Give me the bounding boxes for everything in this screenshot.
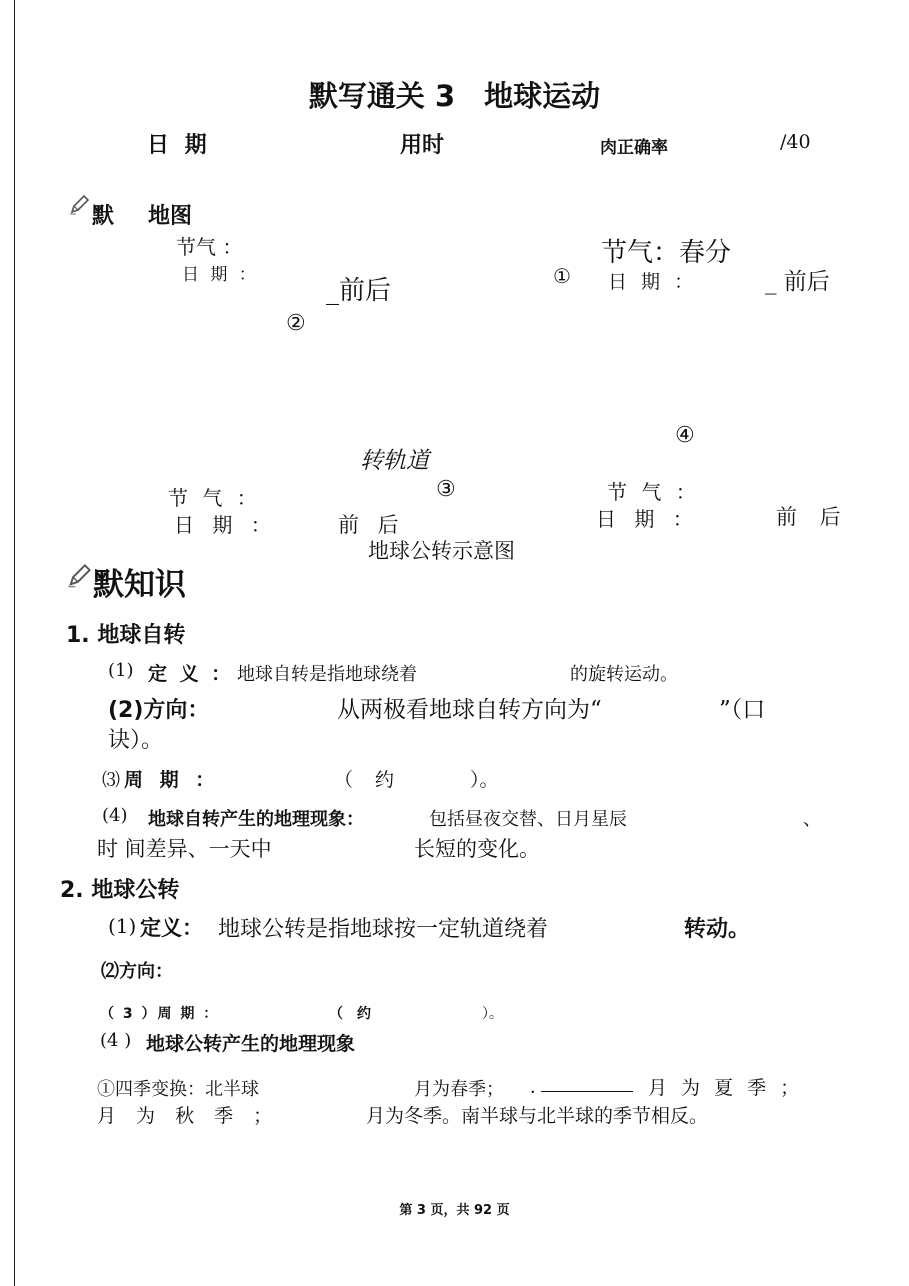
section-1-title: 1. 地球自转 — [66, 623, 186, 648]
knowledge-heading: 默知识 — [93, 567, 186, 603]
section-2-title: 2. 地球公转 — [60, 878, 180, 903]
s2-item3-text-a: （ 约 — [329, 1006, 371, 1022]
s2-item4-label: 地球公转产生的地理现象 — [146, 1033, 356, 1055]
page-title: 默写通关 3 地球运动 — [308, 79, 601, 113]
s1-item1-num: (1) — [108, 660, 134, 681]
s2-item1-label: 定义： — [140, 916, 203, 940]
s1-item2-label: (2)方向： — [108, 698, 210, 723]
pencil-icon — [68, 194, 90, 216]
left-bottom-suffix: 前 后 — [338, 513, 405, 537]
right-bottom-term-label: 节 气 ： — [607, 480, 700, 504]
left-bottom-term-label: 节 气 ： — [168, 486, 261, 510]
pencil-icon — [66, 563, 92, 589]
s2-item3-text-b: ）。 — [482, 1006, 503, 1022]
marker-1: ① — [553, 264, 571, 288]
s2-item1-num: (1) — [108, 914, 137, 938]
right-bottom-date-label: 日 期 ： — [596, 507, 699, 531]
s1-item4-text-a: 包括昼夜交替、日月星辰 — [429, 809, 627, 830]
s1-item2-text-b: ”（口 — [719, 697, 766, 723]
date-label: 日 期 — [147, 133, 211, 158]
marker-4: ④ — [675, 423, 695, 448]
time-label: 用时 — [400, 133, 445, 158]
s1-item3-text-a: （ 约 — [334, 769, 403, 791]
s2-item5-blank — [541, 1091, 633, 1092]
right-top-suffix: _ 前后 — [765, 269, 830, 295]
s1-item3-label: 周 期 ： — [124, 769, 220, 791]
right-bottom-suffix: 前 后 — [776, 505, 849, 529]
s1-item1-text-b: 的旋转运动。 — [570, 664, 678, 685]
left-margin-rule — [14, 0, 15, 1286]
s2-item5-a: ①四季变换：北半球 — [97, 1079, 259, 1100]
orbit-label: 转轨道 — [360, 448, 429, 474]
map-heading-mark: 默 — [92, 204, 115, 229]
left-top-suffix: _前后 — [326, 276, 392, 306]
s2-item5-b: 月为春季； — [414, 1079, 504, 1100]
s1-item4-label: 地球自转产生的地理现象： — [148, 809, 364, 830]
s2-item3-label: （ 3 ）周 期 ： — [100, 1006, 220, 1022]
s2-item5-c: ． — [530, 1077, 548, 1098]
s1-item1-text-a: 地球自转是指地球绕着 — [237, 664, 417, 685]
s1-item4-text-d: 长短的变化。 — [414, 837, 540, 861]
s2-item5-e: 月 为 秋 季 ； — [97, 1105, 280, 1127]
accuracy-label: 肉正确率 — [600, 138, 668, 158]
s2-item5-f: 月为冬季。南半球与北半球的季节相反。 — [366, 1105, 709, 1127]
accuracy-total: /40 — [780, 131, 811, 153]
map-heading-text: 地图 — [148, 204, 193, 229]
page-footer: 第 3 页，共 92 页 — [399, 1203, 510, 1218]
figure-caption: 地球公转示意图 — [368, 539, 515, 563]
s2-item1-text-a: 地球公转是指地球按一定轨道绕着 — [218, 917, 549, 942]
s1-item2-text-a: 从两极看地球自转方向为“ — [337, 697, 602, 723]
s2-item4-num: (4 ) — [100, 1030, 132, 1051]
s2-item5-d: 月 为 夏 季 ； — [648, 1077, 804, 1099]
s1-item4-text-b: 、 — [803, 809, 821, 830]
s2-item1-text-b: 转动。 — [684, 917, 751, 942]
left-top-date-label: 日 期 ： — [182, 265, 259, 285]
s2-item2-label: ⑵方向： — [101, 961, 173, 982]
s1-item3-text-b: ）。 — [470, 769, 499, 791]
s1-item4-text-c: 时 间差异、一天中 — [97, 837, 272, 861]
marker-2: ② — [286, 311, 306, 336]
left-top-term-label: 节气 ： — [176, 235, 243, 259]
s1-item4-num: (4) — [102, 805, 128, 826]
left-bottom-date-label: 日 期 ： — [174, 513, 277, 537]
s1-item3-num: ⑶ — [102, 770, 120, 791]
marker-3: ③ — [436, 477, 456, 502]
right-top-date-label: 日 期 ： — [608, 271, 698, 293]
s1-item1-label: 定 义 ： — [148, 663, 234, 685]
s1-item2-text-c: 诀）。 — [108, 728, 164, 753]
right-top-term: 节气：春分 — [601, 238, 732, 268]
